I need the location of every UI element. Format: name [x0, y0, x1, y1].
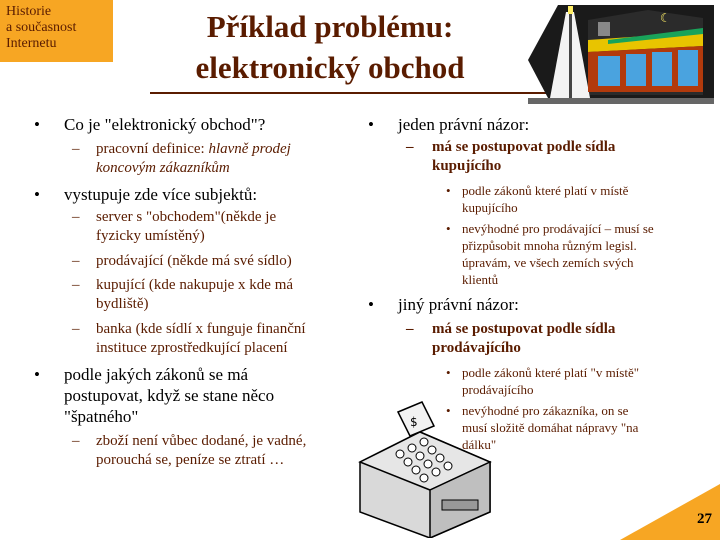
sub-goods-problems: – zboží není vůbec dodané, je vadné, porouchá se, peníze se ztratí …: [72, 433, 307, 468]
slide-number: 27: [697, 511, 712, 527]
svg-text:$: $: [410, 415, 418, 429]
cash-register-clipart-icon: [350, 392, 500, 538]
sub-seller-seat: – má se postupovat podle sídla prodávajícího: [406, 321, 616, 356]
point-seller-laws: • podle zákonů které platí "v místě" prodávajícího: [446, 365, 640, 397]
title-line-1: Příklad problému:: [206, 9, 454, 44]
bullet-which-laws: • podle jakých zákonů se má postupovat, když se stane něco "špatného": [34, 365, 275, 426]
sub-seller: – prodávající (někde má své sídlo): [72, 253, 292, 269]
course-corner-label: [0, 0, 113, 62]
sub-server: – server s "obchodem"(někde je fyzicky umístěný): [72, 209, 277, 244]
sub-bank: – banka (kde sídlí x funguje finanční instituce zprostředkující placení: [72, 321, 306, 356]
corner-line-1: Historie: [6, 4, 52, 19]
bullet-legal-view-1: • jeden právní názor:: [368, 115, 530, 134]
point-buyer-laws: • podle zákonů které platí v místě kupujícího: [446, 183, 629, 215]
title-underline: [150, 92, 550, 94]
title-line-2: elektronický obchod: [195, 50, 465, 85]
point-seller-disadvantage: • nevýhodné pro prodávající – musí se přizpůsobit mnoha různým legisl. úpravám, ve všech zemích svých klientů: [446, 221, 654, 287]
point-customer-disadvantage: • nevýhodné pro zákazníka, on se musí složitě domáhat nápravy "na dálku": [446, 403, 639, 452]
bullet-legal-view-2: • jiný právní názor:: [368, 295, 519, 314]
corner-line-2: a současnost: [6, 20, 77, 35]
corner-line-3: Internetu: [6, 36, 57, 51]
bullet-multiple-parties: • vystupuje zde více subjektů:: [34, 185, 258, 204]
sub-buyer: – kupující (kde nakupuje x kde má bydliště): [72, 277, 294, 312]
storefront-clipart-icon: [528, 0, 714, 104]
bullet-what-is-ecommerce: • Co je "elektronický obchod"?: [34, 115, 266, 134]
sub-buyer-seat: – má se postupovat podle sídla kupujícího: [406, 139, 616, 174]
slide-title: [150, 6, 510, 88]
sub-working-definition: – pracovní definice: hlavně prodej koncovým zákazníkům: [72, 141, 291, 176]
svg-text:☾: ☾: [660, 11, 671, 25]
